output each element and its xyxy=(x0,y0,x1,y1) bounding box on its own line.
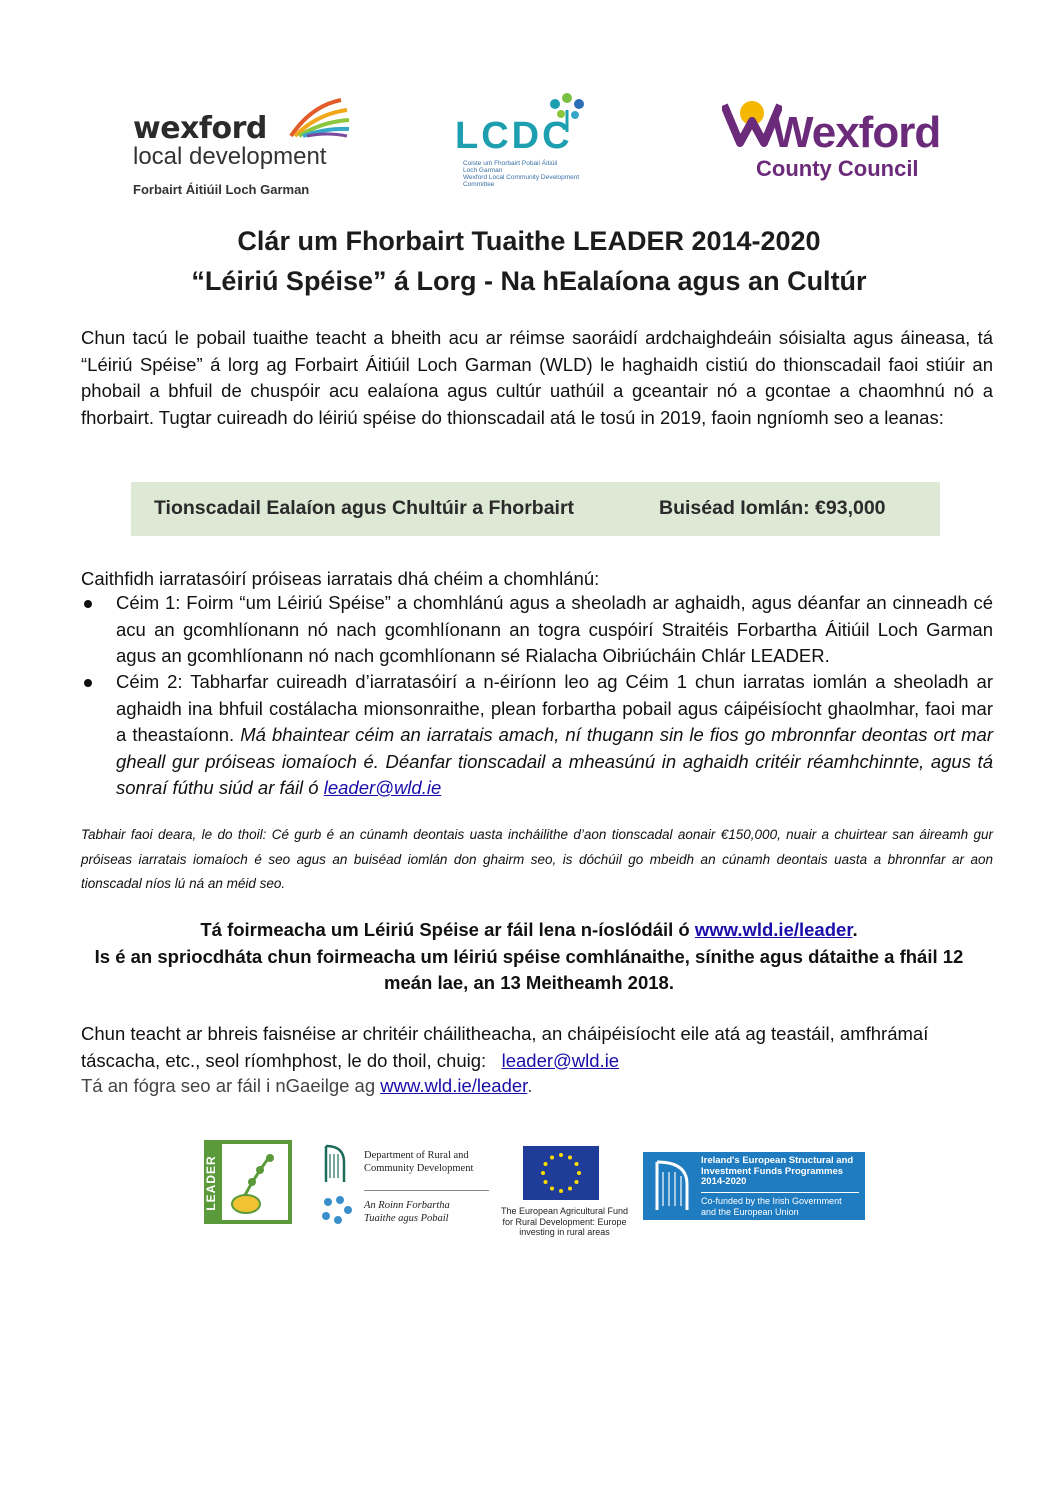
esif-line-2: Investment Funds Programmes xyxy=(701,1165,844,1177)
forms-text: Tá foirmeacha um Léiriú Spéise ar fáil lena n-íoslódáil ó xyxy=(200,919,690,940)
irish-text: Tá an fógra seo ar fáil i nGaeilge ag xyxy=(81,1075,376,1096)
leader-plant-icon xyxy=(226,1148,286,1218)
eu-line-1: The European Agricultural Fund xyxy=(500,1206,629,1216)
step-2-plain: Céim 2: Tabharfar cuireadh d’iarratasóirí a n-éiríonn leo ag Céim 1 chun iarratas iomlán a sheoladh ar aghaidh ina bhfuil costálacha mionsonraithe, plean forbartha pobail agus cáipéisíocht ghaolmhar, faoi mar a theastaíonn. xyxy=(116,671,993,745)
lcdc-logo-small-3: Wexford Local Community Development xyxy=(463,174,580,181)
contact-paragraph xyxy=(81,1021,993,1074)
step-2-italic: Má bhaintear céim an iarratais amach, ní thugann sin le fios go mbronnfar deontas ort mar gheall gur próiseas iomaíoch é. Déanfar tionscadail a mheasúnú in aghaidh critéir réamhchinnte, agus tá sonraí fúthu siúd ar fáil ó xyxy=(116,724,994,798)
eu-line-2: for Rural Development: Europe xyxy=(502,1216,627,1227)
dept-line-3: An Roinn Forbartha xyxy=(364,1200,450,1211)
wld-swoosh-icon xyxy=(281,96,351,138)
esif-line-3: 2014-2020 xyxy=(701,1176,747,1187)
wexford-local-development-logo xyxy=(133,96,353,200)
contact-email-link[interactable]: leader@wld.ie xyxy=(501,1049,620,1071)
dept-divider xyxy=(364,1190,489,1191)
contact-text: Chun teacht ar bhreis faisnéise ar chritéir cháilitheacha, an cháipéisíocht eile atá ag teastáil, amfhrámaí táscacha, etc., seol ríomhphost, le do thoil, chuig: xyxy=(81,1023,929,1071)
esif-title xyxy=(701,1156,853,1188)
esif-line-5: and the European Union xyxy=(701,1206,799,1217)
irish-availability-line: Tá an fógra seo ar fáil i nGaeilge ag www.wld.ie/leader. xyxy=(81,1075,533,1096)
budget-total: Buiséad Iomlán: €93,000 xyxy=(659,497,886,519)
bullet-icon xyxy=(84,600,92,608)
deadline-line-2: meán lae, an 13 Meitheamh 2018. xyxy=(384,972,674,993)
deadline-line-1: Is é an spriocdháta chun foirmeacha um léiriú spéise comhlánaithe, sínithe agus dátaithe a fháil 12 xyxy=(94,946,964,967)
esif-line-1: Ireland's European Structural and xyxy=(701,1155,854,1166)
step-1-text: Céim 1: Foirm “um Léiriú Spéise” a chomhlánú agus a sheoladh ar aghaidh, agus déanfar an cinneadh cé acu an gcomhlíonann nó nach gcomhlíonann an togra cuspóirí Straitéis Forbartha Áitiúil Loch Garman agus an gcomhlíonann nó nach gcomhlíonann sé Rialacha Oibriúcháin Chlár LEADER. xyxy=(116,592,993,666)
budget-action: Tionscadail Ealaíon agus Chultúir a Fhorbairt xyxy=(154,497,575,519)
irish-link[interactable]: www.wld.ie/leader xyxy=(380,1075,528,1096)
wexford-county-council-logo xyxy=(718,95,941,190)
dept-line-1: Department of Rural and xyxy=(364,1150,469,1161)
esif-harp-icon xyxy=(649,1158,695,1214)
forms-link[interactable]: www.wld.ie/leader xyxy=(694,919,853,940)
wcc-logo-line2: County Council xyxy=(756,156,919,181)
forms-line: Tá foirmeacha um Léiriú Spéise ar fáil lena n-íoslódáil ó www.wld.ie/leader. xyxy=(200,919,858,940)
lcdc-logo-small-4: Committee xyxy=(463,181,495,188)
wld-logo-line2: local development xyxy=(133,143,327,170)
intro-paragraph: Chun tacú le pobail tuaithe teacht a bheith acu ar réimse saoráidí ardchaighdeáin sóisialta agus áineasa, tá “Léiriú Spéise” á lorg ag Forbairt Áitiúil Loch Garman (WLD) le haghaidh cistiú do thionscadail faoi stiúir an phobail a bhfuil de chuspóir acu ealaíona agus cultúr uathúil a gceantair nó a gcontae a chaomhnú nó a fhorbairt. Tugtar cuireadh do léiriú spéise do thionscadail atá le tosú in 2019, faoin ngníomh seo a leanas: xyxy=(81,327,993,428)
lcdc-logo-small-1: Coiste um Fhorbairt Pobail Áitiúil xyxy=(463,160,558,167)
dept-line-4: Tuaithe agus Pobail xyxy=(364,1213,449,1224)
dept-line-2: Community Development xyxy=(364,1163,474,1174)
steps-intro: Caithfidh iarratasóirí próiseas iarratais dhá chéim a chomhlánú: xyxy=(81,568,600,589)
department-rural-community-logo xyxy=(320,1140,492,1232)
eu-line-3: investing in rural areas xyxy=(519,1227,610,1237)
lcdc-logo-word: LCDC xyxy=(455,115,573,157)
esif-logo xyxy=(643,1152,865,1220)
lcdc-logo xyxy=(455,88,595,198)
wld-logo-tagline: Forbairt Áitiúil Loch Garman xyxy=(133,182,310,197)
esif-line-4: Co-funded by the Irish Government xyxy=(701,1196,842,1206)
page-title: Clár um Fhorbairt Tuaithe LEADER 2014-2020 xyxy=(237,226,821,256)
lcdc-logo-small-2: Loch Garman xyxy=(463,167,503,174)
page-subtitle: “Léiriú Spéise” á Lorg - Na hEalaíona agus an Cultúr xyxy=(191,266,867,296)
people-icon xyxy=(320,1194,354,1228)
wld-logo-word: wexford xyxy=(133,111,267,146)
eafrd-logo xyxy=(497,1146,632,1238)
esif-cofund xyxy=(701,1196,842,1217)
harp-icon xyxy=(320,1142,350,1186)
step-2-email-link[interactable]: leader@wld.ie xyxy=(323,777,442,798)
wcc-logo-word: Wexford xyxy=(772,108,941,157)
leader-logo xyxy=(204,1140,292,1224)
bullet-icon xyxy=(84,679,92,687)
leader-logo-text: LEADER xyxy=(204,1155,218,1211)
note-paragraph: Tabhair faoi deara, le do thoil: Cé gurb é an cúnamh deontais uasta incháilithe d’aon tionscadal aonair €150,000, nuair a chuirtear san áireamh gur próiseas iarratais iomaíoch é seo agus an buiséad iomlán don ghairm seo, is dóchúil go mbeidh an cúnamh deontais uasta a bhronnfar ar aon tionscadal níos lú ná an méid seo. xyxy=(81,827,993,891)
esif-divider xyxy=(701,1192,859,1193)
eu-caption xyxy=(497,1206,632,1238)
step-2-text xyxy=(116,669,993,802)
eu-flag-icon xyxy=(523,1146,599,1200)
